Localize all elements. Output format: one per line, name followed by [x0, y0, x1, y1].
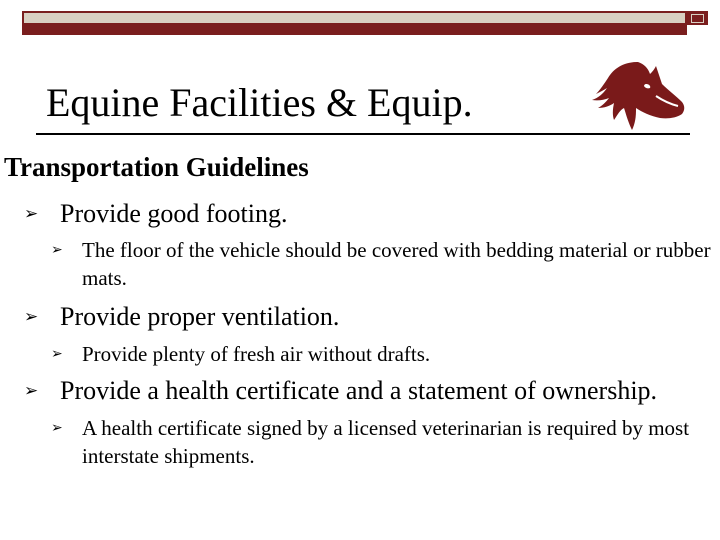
bullet-text: Provide good footing. — [60, 199, 288, 228]
arrowhead-bullet-icon: ➢ — [24, 204, 39, 224]
bullet-text: Provide proper ventilation. — [60, 302, 340, 331]
arrowhead-bullet-icon: ➢ — [51, 242, 63, 258]
bullet-text: Provide a health certificate and a statement of ownership. — [60, 376, 658, 405]
top-bar-stripe — [22, 25, 687, 35]
top-decorative-bar — [22, 11, 709, 37]
sub-bullet-text: Provide plenty of fresh air without drafts. — [82, 342, 431, 366]
arrowhead-bullet-icon: ➢ — [24, 381, 39, 401]
top-bar-corner-inner — [691, 14, 704, 23]
arrowhead-bullet-icon: ➢ — [24, 307, 39, 327]
arrowhead-bullet-icon: ➢ — [51, 346, 63, 362]
horse-head-shape — [592, 62, 684, 130]
slide-title: Equine Facilities & Equip. — [46, 80, 473, 125]
sub-bullet-text: The floor of the vehicle should be covered with bedding material or rubber mats. — [82, 238, 711, 290]
horse-head-icon — [586, 56, 690, 134]
top-bar-corner-box — [687, 11, 708, 25]
top-bar-frame — [22, 11, 687, 25]
slide-subtitle: Transportation Guidelines — [4, 152, 309, 182]
arrowhead-bullet-icon: ➢ — [51, 420, 63, 436]
sub-bullet-text: A health certificate signed by a licensed veterinarian is required by most interstate shipments. — [82, 416, 690, 468]
